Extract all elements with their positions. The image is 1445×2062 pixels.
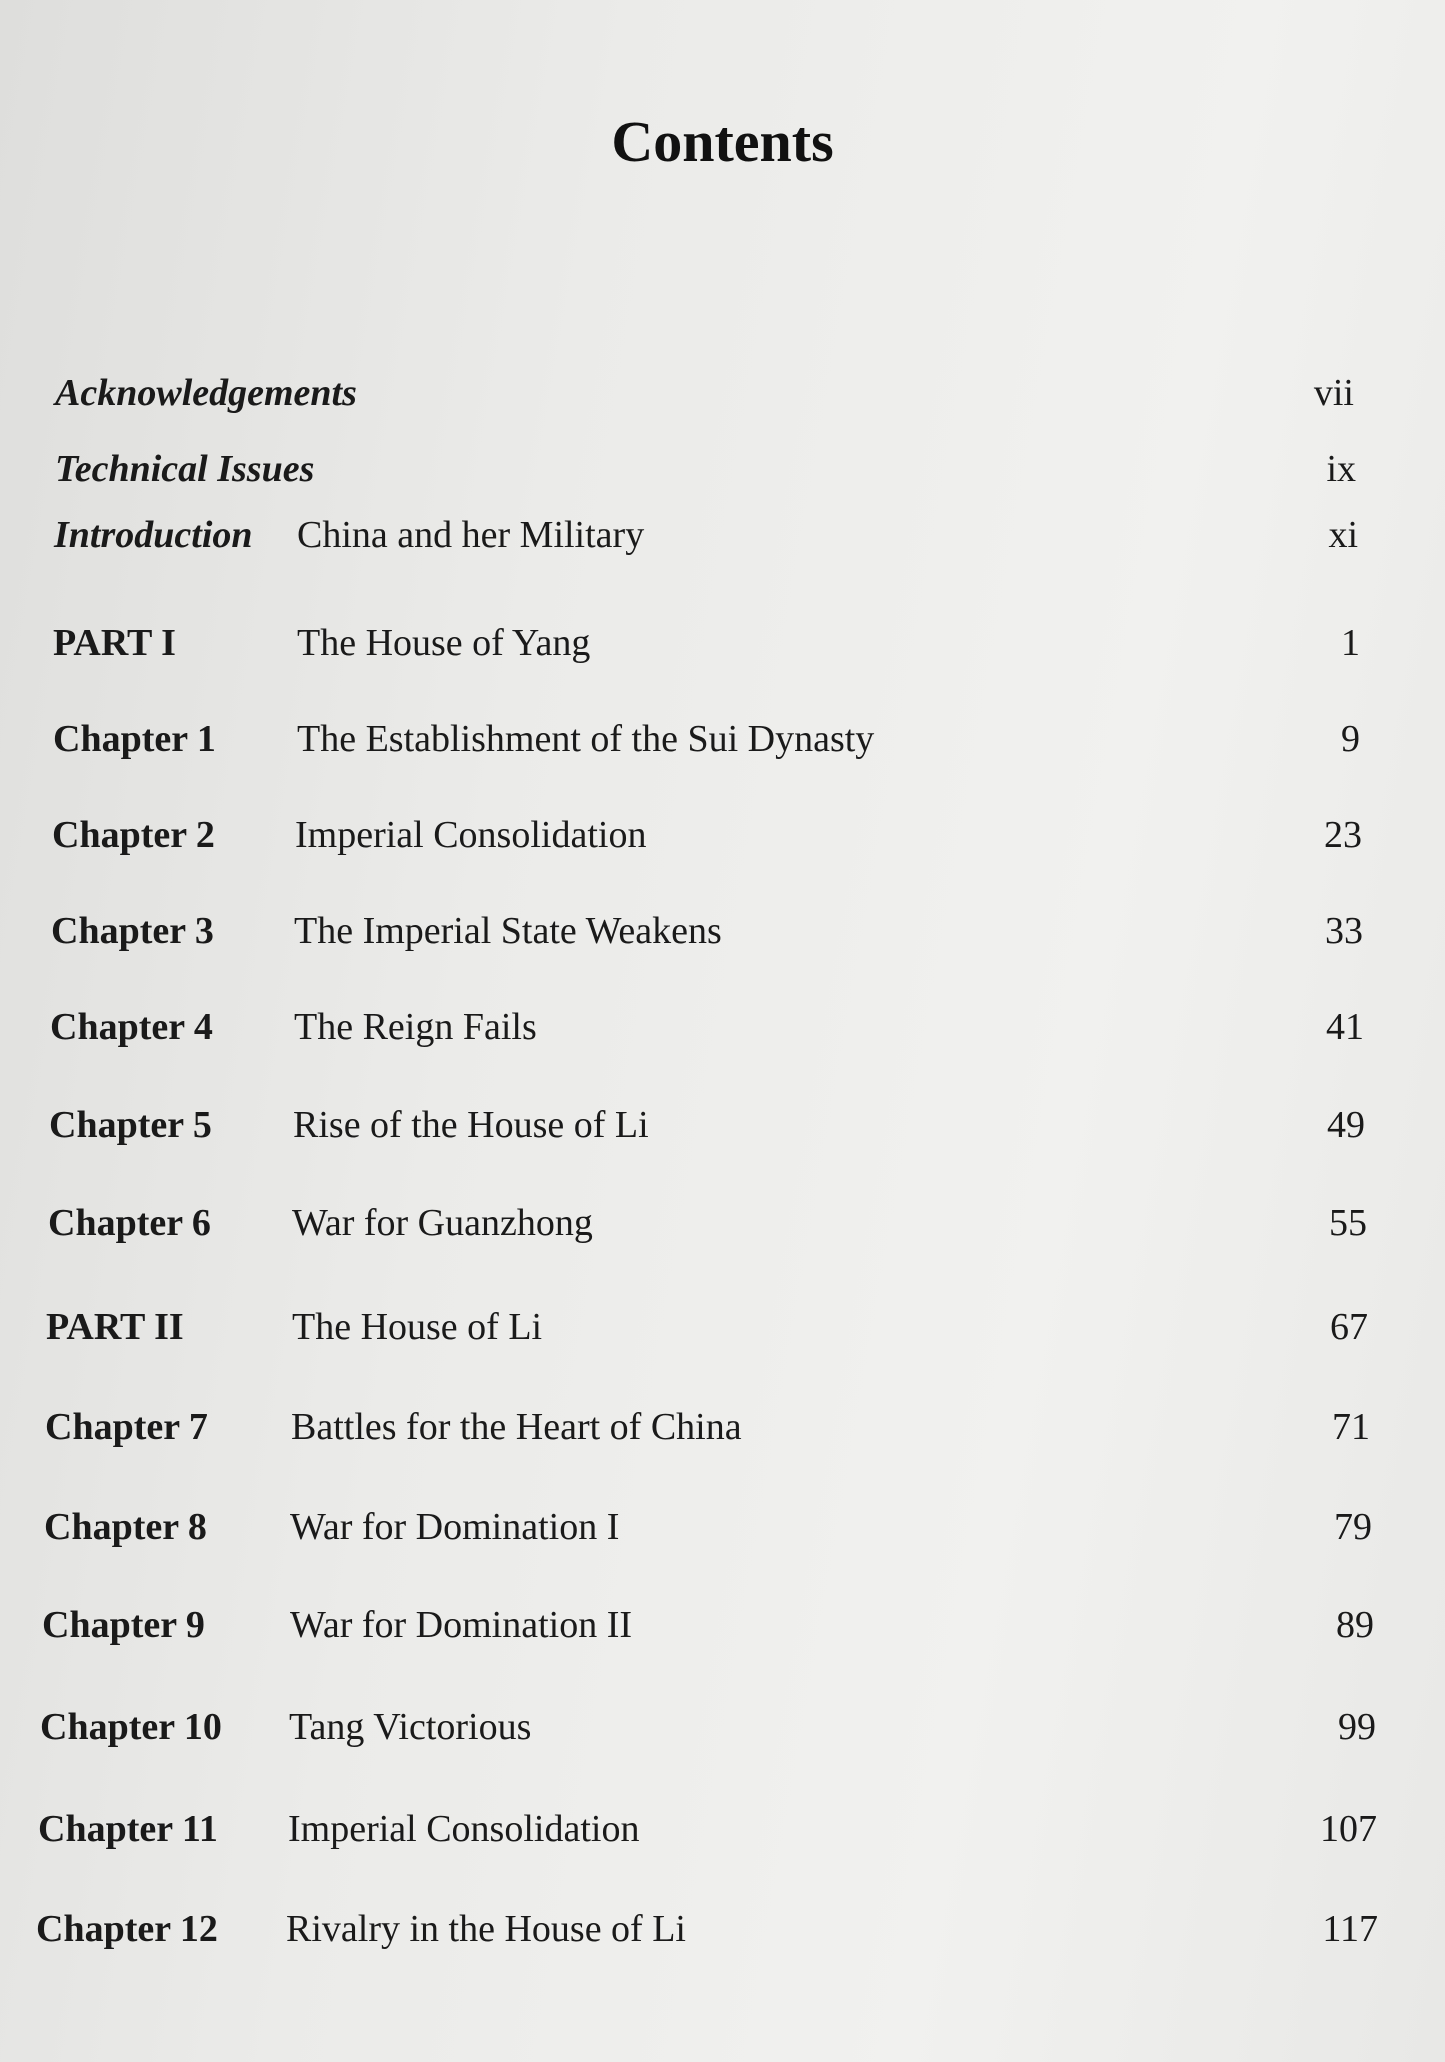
toc-entry xyxy=(0,1002,1445,1052)
toc-entry-title: The House of Yang xyxy=(297,622,591,664)
toc-entry-label: Chapter 12 xyxy=(36,1908,218,1950)
toc-entry xyxy=(0,510,1445,560)
toc-entry xyxy=(0,906,1445,956)
toc-entry-label: PART II xyxy=(46,1306,184,1348)
toc-entry-label: Chapter 7 xyxy=(45,1406,208,1448)
toc-entry-page: 9 xyxy=(1341,718,1360,760)
toc-entry-label: Chapter 2 xyxy=(52,814,215,856)
toc-entry-title: Tang Victorious xyxy=(289,1706,532,1748)
toc-entry-page: 67 xyxy=(1330,1306,1368,1348)
toc-entry xyxy=(0,444,1445,494)
toc-entry xyxy=(0,810,1445,860)
toc-entry-title: The Establishment of the Sui Dynasty xyxy=(297,718,875,760)
toc-entry-title: War for Domination I xyxy=(290,1506,620,1548)
toc-entry-page: 107 xyxy=(1320,1808,1377,1850)
toc-entry-label: Technical Issues xyxy=(55,448,315,490)
toc-entry xyxy=(0,1198,1445,1248)
toc-entry xyxy=(0,1904,1445,1954)
toc-entry-title: Imperial Consolidation xyxy=(288,1808,640,1850)
toc-entry-label: Acknowledgements xyxy=(55,372,357,414)
toc-entry xyxy=(0,1600,1445,1650)
toc-entry-page: 117 xyxy=(1322,1908,1378,1950)
toc-entry-page: 99 xyxy=(1338,1706,1376,1748)
toc-entry xyxy=(0,1702,1445,1752)
toc-entry xyxy=(0,714,1445,764)
toc-entry-page: vii xyxy=(1313,372,1354,414)
toc-entry-label: Chapter 11 xyxy=(38,1808,218,1850)
toc-entry-label: Chapter 4 xyxy=(50,1006,213,1048)
toc-entry-label: Chapter 9 xyxy=(42,1604,205,1646)
toc-entry-page: 89 xyxy=(1336,1604,1374,1646)
toc-entry-title: China and her Military xyxy=(297,514,645,556)
toc-entry-page: 23 xyxy=(1324,814,1362,856)
toc-entry xyxy=(0,1402,1445,1452)
toc-entry-title: The House of Li xyxy=(292,1306,543,1348)
toc-entry-title: Rivalry in the House of Li xyxy=(286,1908,686,1950)
toc-entry-label: Chapter 10 xyxy=(40,1706,222,1748)
toc-entry-page: 33 xyxy=(1325,910,1363,952)
toc-entry-page: 55 xyxy=(1329,1202,1367,1244)
toc-entry-title: War for Guanzhong xyxy=(292,1202,593,1244)
toc-entry-title: The Reign Fails xyxy=(294,1006,537,1048)
toc-entry-title: Rise of the House of Li xyxy=(293,1104,649,1146)
toc-entry-label: Chapter 8 xyxy=(44,1506,207,1548)
toc-entry-page: 41 xyxy=(1326,1006,1364,1048)
toc-entry-label: Introduction xyxy=(54,514,253,556)
toc-entry-page: 79 xyxy=(1334,1506,1372,1548)
toc-entry-page: 1 xyxy=(1341,622,1360,664)
toc-entry-title: War for Domination II xyxy=(290,1604,632,1646)
toc-entry xyxy=(0,1302,1445,1352)
toc-entry xyxy=(0,618,1445,668)
toc-entry-label: Chapter 3 xyxy=(51,910,214,952)
toc-entry-page: xi xyxy=(1328,514,1358,556)
page-title: Contents xyxy=(611,109,834,174)
toc-entry-page: 49 xyxy=(1327,1104,1365,1146)
toc-entry-label: Chapter 1 xyxy=(53,718,216,760)
toc-entry xyxy=(0,1502,1445,1552)
toc-entry-label: PART I xyxy=(53,622,176,664)
toc-entry xyxy=(0,1100,1445,1150)
toc-entry-title: Battles for the Heart of China xyxy=(291,1406,742,1448)
toc-entry-title: Imperial Consolidation xyxy=(295,814,647,856)
toc-entry xyxy=(0,368,1445,418)
toc-entry-page: ix xyxy=(1326,448,1356,490)
toc-entry-label: Chapter 5 xyxy=(49,1104,212,1146)
toc-entry-title: The Imperial State Weakens xyxy=(294,910,722,952)
toc-entry-label: Chapter 6 xyxy=(48,1202,211,1244)
toc-entry-page: 71 xyxy=(1332,1406,1370,1448)
toc-entry xyxy=(0,1804,1445,1854)
